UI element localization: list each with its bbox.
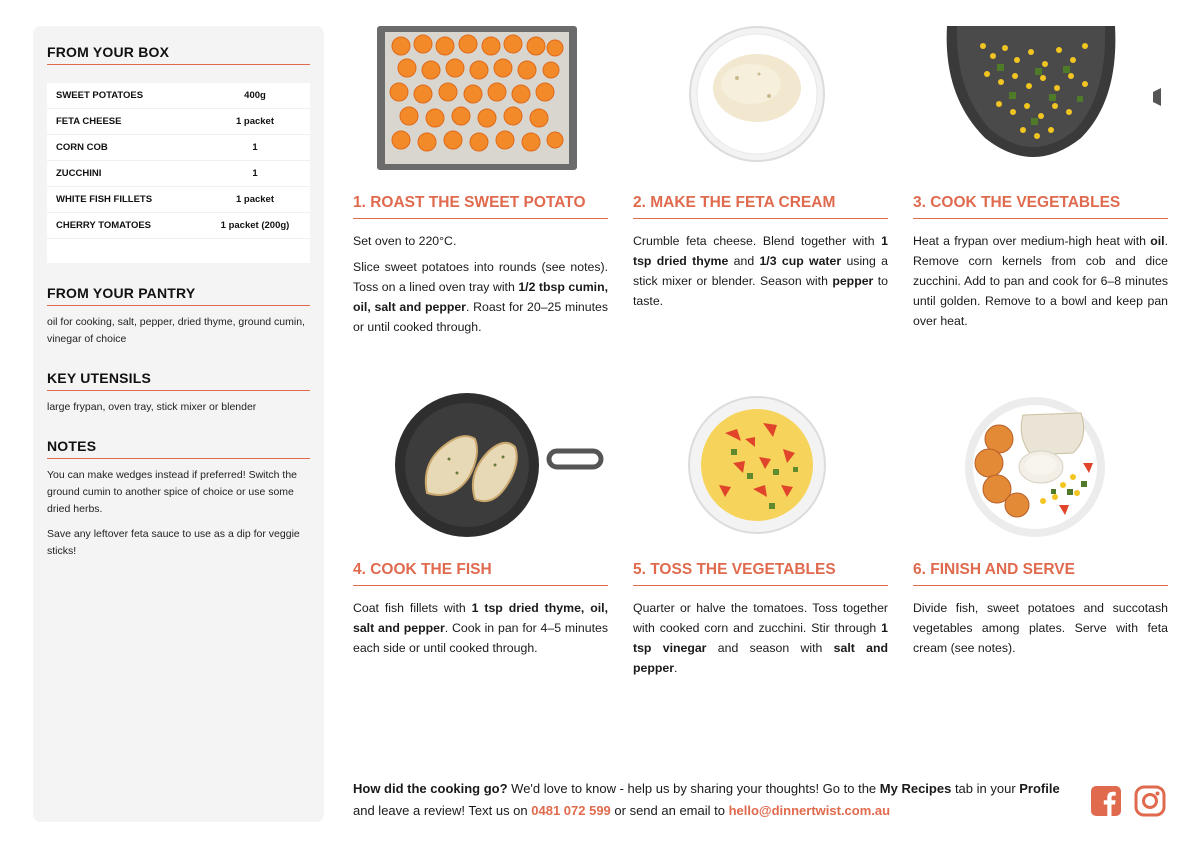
bold-text: 1/2 tbsp cumin, oil, salt and pepper	[353, 280, 608, 314]
step-paragraph	[353, 231, 608, 251]
ingredient-quantity: 400g	[244, 90, 266, 101]
step-body	[353, 231, 608, 337]
ingredient-name: WHITE FISH FILLETS	[56, 194, 153, 205]
note-paragraph: Save any leftover feta sauce to use as a dip for veggie sticks!	[47, 528, 300, 557]
notes-heading: NOTES	[47, 438, 310, 459]
step-4	[353, 393, 608, 658]
ingredient-name: SWEET POTATOES	[56, 90, 144, 101]
ingredient-name: ZUCCHINI	[56, 168, 102, 179]
text-run: to taste.	[633, 274, 888, 308]
key-utensils-heading: KEY UTENSILS	[47, 370, 310, 391]
step-6	[913, 393, 1168, 658]
bold-text: oil	[1150, 234, 1165, 248]
pantry-section	[47, 285, 310, 348]
email-link[interactable]: hello@dinnertwist.com.au	[728, 803, 891, 818]
ingredient-quantity: 1 packet	[235, 116, 275, 127]
ingredient-quantity: 1	[252, 142, 258, 153]
ingredient-row	[47, 109, 310, 135]
step-body	[633, 231, 888, 311]
step-title: 2. MAKE THE FETA CREAM	[633, 194, 888, 219]
utensils-list: large frypan, oven tray, stick mixer or blender	[47, 401, 257, 413]
text-run: . Remove corn kernels from cob and dice zucchini. Add to pan and cook for 6–8 minutes until golden. Remove to a bowl and keep pan over heat.	[913, 234, 1168, 328]
ingredients-table	[47, 83, 310, 263]
step-paragraph	[633, 231, 888, 311]
bold-text: My Recipes	[879, 781, 952, 796]
bold-text: 1 tsp dried thyme	[633, 234, 888, 268]
bold-text: 1 tsp vinegar	[633, 621, 888, 655]
step-title: 4. COOK THE FISH	[353, 561, 608, 586]
step-paragraph	[353, 598, 608, 658]
facebook-icon[interactable]	[1090, 785, 1122, 817]
ingredient-row	[47, 213, 310, 239]
plated-meal-photo	[913, 393, 1168, 537]
text-run: and season with	[706, 641, 834, 655]
text-run: using a stick mixer or blender. Season with	[633, 254, 888, 288]
pantry-list: oil for cooking, salt, pepper, dried thyme, ground cumin, vinegar of choice	[47, 316, 305, 345]
text-run: Heat a frypan over medium-high heat with	[913, 234, 1151, 248]
bold-text: 1 tsp dried thyme, oil, salt and pepper	[353, 601, 608, 635]
text-run: Crumble feta cheese. Blend together with	[633, 234, 882, 248]
step-title: 6. FINISH AND SERVE	[913, 561, 1168, 586]
sidebar	[33, 26, 324, 822]
ingredient-name: CHERRY TOMATOES	[56, 220, 152, 231]
corn-zucchini-pan-photo	[913, 26, 1168, 170]
notes-section	[47, 438, 310, 560]
step-paragraph	[633, 598, 888, 678]
from-your-box-heading: FROM YOUR BOX	[47, 44, 310, 65]
sweet-potato-tray-photo	[353, 26, 608, 170]
step-paragraph	[353, 257, 608, 337]
text-run: . Cook in pan for 4–5 minutes each side or until cooked through.	[353, 621, 608, 655]
ingredient-quantity: 1 packet (200g)	[220, 220, 290, 231]
ingredient-row	[47, 135, 310, 161]
text-run: Quarter or halve the tomatoes. Toss together with cooked corn and zucchini. Stir through	[633, 601, 888, 635]
step-body	[353, 598, 608, 658]
text-run: Divide fish, sweet potatoes and succotash vegetables among plates. Serve with feta cream (see notes).	[913, 601, 1168, 655]
text-run: Set oven to 220°C.	[353, 234, 457, 248]
note-paragraph: You can make wedges instead if preferred! Switch the ground cumin to another spice of choice or use some dried herbs.	[47, 469, 298, 515]
succotash-bowl-photo	[633, 393, 888, 537]
step-3	[913, 26, 1168, 331]
bold-text: salt and pepper	[633, 641, 889, 675]
bold-text: pepper	[832, 274, 874, 288]
text-run: or send an email to	[610, 803, 729, 818]
phone-link[interactable]: 0481 072 599	[531, 803, 611, 818]
utensils-section	[47, 370, 310, 416]
feedback-footer	[353, 778, 1073, 822]
ingredient-name: CORN COB	[56, 142, 108, 153]
from-your-pantry-heading: FROM YOUR PANTRY	[47, 285, 310, 306]
text-run: . Roast for 20–25 minutes or until cooked through.	[353, 300, 609, 334]
text-run: and leave a review! Text us on	[353, 803, 532, 818]
step-body	[913, 598, 1168, 658]
step-title: 5. TOSS THE VEGETABLES	[633, 561, 888, 586]
ingredient-row	[47, 187, 310, 213]
fish-fillets-pan-photo	[353, 393, 608, 537]
step-paragraph	[913, 598, 1168, 658]
step-title: 1. ROAST THE SWEET POTATO	[353, 194, 608, 219]
feta-cream-bowl-photo	[633, 26, 888, 170]
bold-text: 1/3 cup water	[759, 254, 842, 268]
step-1	[353, 26, 608, 337]
text-run: .	[674, 661, 678, 675]
step-title: 3. COOK THE VEGETABLES	[913, 194, 1168, 219]
ingredient-row	[47, 83, 310, 109]
instagram-icon[interactable]	[1134, 785, 1166, 817]
ingredient-quantity: 1 packet	[235, 194, 275, 205]
text-run: Slice sweet potatoes into rounds (see notes). Toss on a lined oven tray with	[353, 260, 608, 294]
text-run: We'd love to know - help us by sharing your thoughts! Go to the	[507, 781, 880, 796]
ingredient-quantity: 1	[252, 168, 258, 179]
step-2	[633, 26, 888, 311]
step-5	[633, 393, 888, 678]
text-run: and	[728, 254, 760, 268]
step-paragraph	[913, 231, 1168, 331]
step-body	[633, 598, 888, 678]
bold-text: How did the cooking go?	[353, 781, 508, 796]
text-run: tab in your	[951, 781, 1020, 796]
ingredient-row	[47, 161, 310, 187]
bold-text: Profile	[1019, 781, 1060, 796]
text-run: Coat fish fillets with	[353, 601, 472, 615]
ingredient-name: FETA CHEESE	[56, 116, 122, 127]
step-body	[913, 231, 1168, 331]
